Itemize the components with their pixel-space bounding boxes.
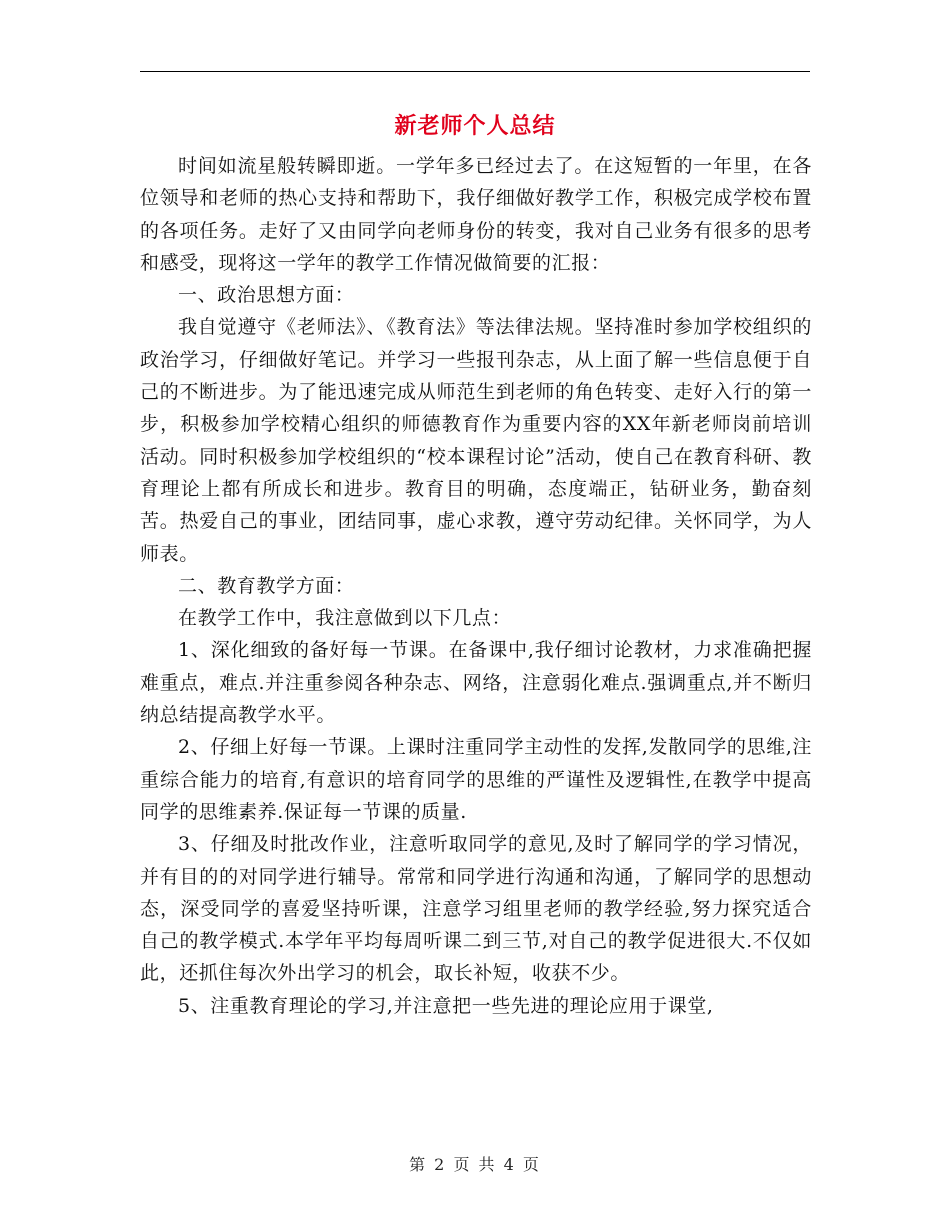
section-heading-teaching: 二、教育教学方面： (178, 574, 355, 597)
list-item-3: 3、仔细及时批改作业，注意听取同学的意见,及时了解同学的学习情况，并有目的的对同学进行辅导。常常和同学进行沟通和沟通，了解同学的思想动态，深受同学的喜爱坚持听课，注意学习组里老师的教学经验,努力探究适合自己的教学模式.本学年平均每周听课二到三节,对自己的教学促进很大.不仅如此，还抓住每次外出学习的机会，取长补短，收获不少。 (140, 833, 812, 985)
section-heading-political: 一、政治思想方面： (178, 284, 355, 307)
document-title: 新老师个人总结 (394, 113, 556, 139)
list-item-2: 2、仔细上好每一节课。上课时注重同学主动性的发挥,发散同学的思维,注重综合能力的培育,有意识的培育同学的思维的严谨性及逻辑性,在教学中提高同学的思维素养.保证每一节课的质量. (140, 736, 812, 823)
paragraph-political: 我自觉遵守《老师法》、《教育法》等法律法规。坚持准时参加学校组织的政治学习，仔细做好笔记。并学习一些报刊杂志，从上面了解一些信息便于自己的不断进步。为了能迅速完成从师范生到老师的角色转变、走好入行的第一步，积极参加学校精心组织的师德教育作为重要内容的XX年新老师岗前培训活动。同时积极参加学校组织的“校本课程讨论”活动，使自己在教育科研、教育理论上都有所成长和进步。教育目的明确，态度端正，钻研业务，勤奋刻苦。热爱自己的事业，团结同事，虚心求教，遵守劳动纪律。关怀同学，为人师表。 (140, 316, 812, 565)
document-body (140, 150, 812, 1022)
list-item-5: 5、注重教育理论的学习,并注意把一些先进的理论应用于课堂, (178, 994, 714, 1017)
header-rule (140, 71, 810, 72)
paragraph-intro: 时间如流星般转瞬即逝。一学年多已经过去了。在这短暂的一年里，在各位领导和老师的热心支持和帮助下，我仔细做好教学工作，积极完成学校布置的各项任务。走好了又由同学向老师身份的转变，我对自己业务有很多的思考和感受，现将这一学年的教学工作情况做简要的汇报： (140, 155, 812, 274)
page-number-footer: 第 2 页 共 4 页 (409, 1155, 541, 1174)
list-item-1: 1、深化细致的备好每一节课。在备课中,我仔细讨论教材，力求准确把握难重点，难点.并注重参阅各种杂志、网络，注意弱化难点.强调重点,并不断归纳总结提高教学水平。 (140, 639, 812, 727)
paragraph-teaching-intro: 在教学工作中，我注意做到以下几点： (178, 607, 512, 630)
